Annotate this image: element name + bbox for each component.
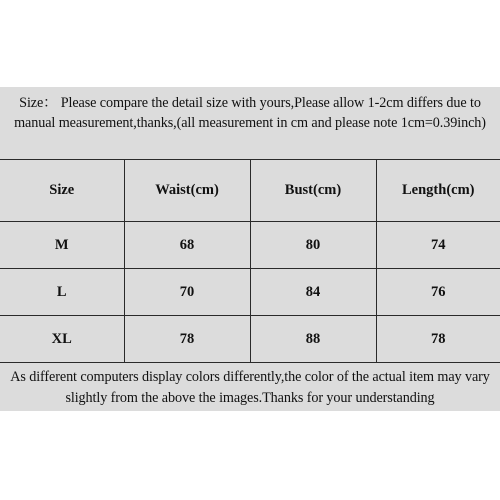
- cell-length: 76: [376, 269, 500, 316]
- table-header-row: [0, 160, 500, 222]
- header-bust: Bust(cm): [250, 160, 376, 222]
- cell-length: 74: [376, 222, 500, 269]
- cell-size: M: [0, 222, 124, 269]
- header-size: Size: [0, 160, 124, 222]
- size-chart: [0, 87, 500, 411]
- cell-bust: 84: [250, 269, 376, 316]
- intro-note: Size： Please compare the detail size with yours,Please allow 1-2cm differs due to manual measurement,thanks,(all measurement in cm and please note 1cm=0.39inch): [0, 87, 500, 160]
- cell-bust: 80: [250, 222, 376, 269]
- cell-waist: 68: [124, 222, 250, 269]
- footer-note: As different computers display colors differently,the color of the actual item may vary slightly from the above the images.Thanks for your understanding: [10, 369, 490, 406]
- cell-bust: 88: [250, 316, 376, 363]
- table-row: [0, 269, 500, 316]
- header-length: Length(cm): [376, 160, 500, 222]
- cell-size: XL: [0, 316, 124, 363]
- cell-length: 78: [376, 316, 500, 363]
- cell-waist: 70: [124, 269, 250, 316]
- cell-size: L: [0, 269, 124, 316]
- cell-waist: 78: [124, 316, 250, 363]
- header-waist: Waist(cm): [124, 160, 250, 222]
- size-table: [0, 160, 500, 363]
- table-row: [0, 222, 500, 269]
- table-row: [0, 316, 500, 363]
